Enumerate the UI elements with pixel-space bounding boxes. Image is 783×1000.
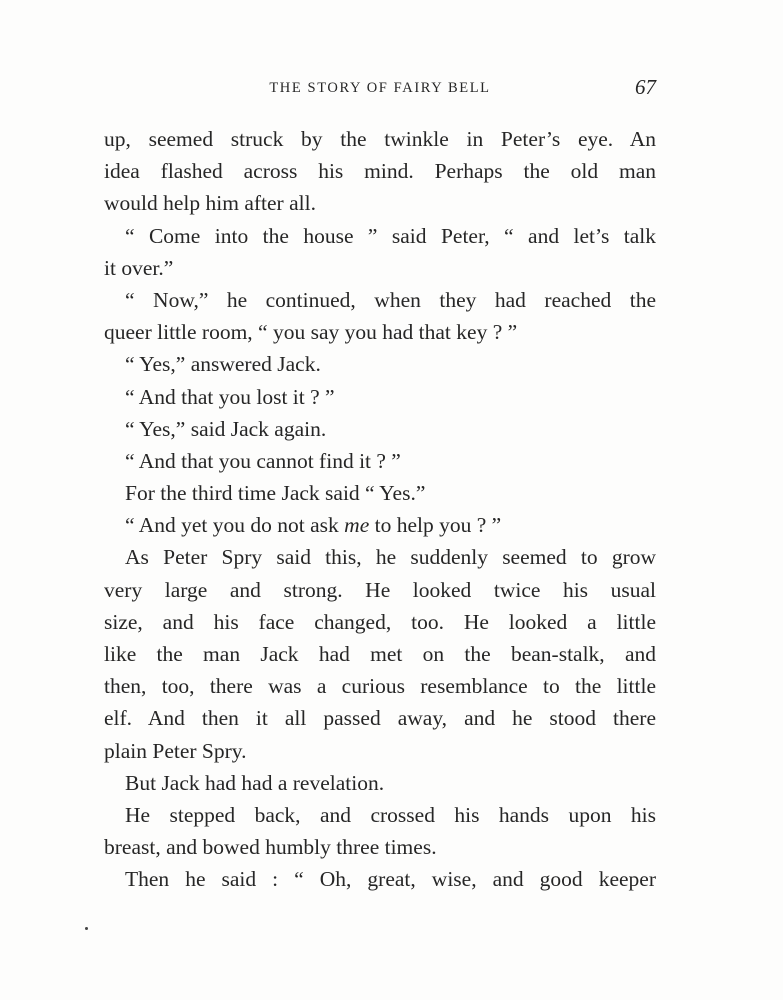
text-line: plain Peter Spry.: [104, 738, 247, 763]
text-line: “ Now,” he continued, when they had reached the: [125, 287, 656, 312]
text-segment: to help you ? ”: [369, 513, 502, 538]
text-line: Then he said : “ Oh, great, wise, and good keeper: [125, 867, 656, 892]
text-line: it over.”: [104, 255, 174, 280]
text-line: “ Come into the house ” said Peter, “ and let’s talk: [125, 223, 656, 248]
text-line: size, and his face changed, too. He looked a little: [104, 609, 656, 634]
running-head: [104, 75, 656, 106]
paper-speck: [85, 927, 88, 930]
text-line: “ Yes,” said Jack again.: [125, 416, 327, 441]
text-line: very large and strong. He looked twice his usual: [104, 577, 656, 602]
body-text: [104, 123, 656, 896]
text-line: He stepped back, and crossed his hands upon his: [125, 802, 656, 827]
chapter-title: THE STORY OF FAIRY BELL: [269, 80, 491, 96]
text-line: elf. And then it all passed away, and he stood there: [104, 706, 656, 731]
text-line: idea flashed across his mind. Perhaps the old man: [104, 159, 656, 184]
text-line: would help him after all.: [104, 191, 316, 216]
text-line: queer little room, “ you say you had that key ? ”: [104, 320, 518, 345]
text-line: breast, and bowed humbly three times.: [104, 835, 437, 860]
text-line: like the man Jack had met on the bean-stalk, and: [104, 642, 656, 666]
text-line: [104, 509, 656, 541]
text-line: For the third time Jack said “ Yes.”: [125, 481, 426, 506]
text-segment: “ And yet you do not ask: [125, 513, 345, 538]
text-line: “ And that you lost it ? ”: [125, 384, 335, 409]
text-line: “ And that you cannot find it ? ”: [125, 448, 401, 473]
text-line: But Jack had had a revelation.: [125, 770, 385, 795]
text-line: “ Yes,” answered Jack.: [125, 352, 321, 377]
page-number: 67: [635, 75, 656, 99]
text-line: As Peter Spry said this, he suddenly seemed to grow: [125, 545, 656, 570]
emphasized-word: me: [344, 513, 370, 538]
text-line: then, too, there was a curious resemblance to the little: [104, 674, 656, 699]
text-line: up, seemed struck by the twinkle in Peter’s eye. An: [104, 127, 656, 151]
